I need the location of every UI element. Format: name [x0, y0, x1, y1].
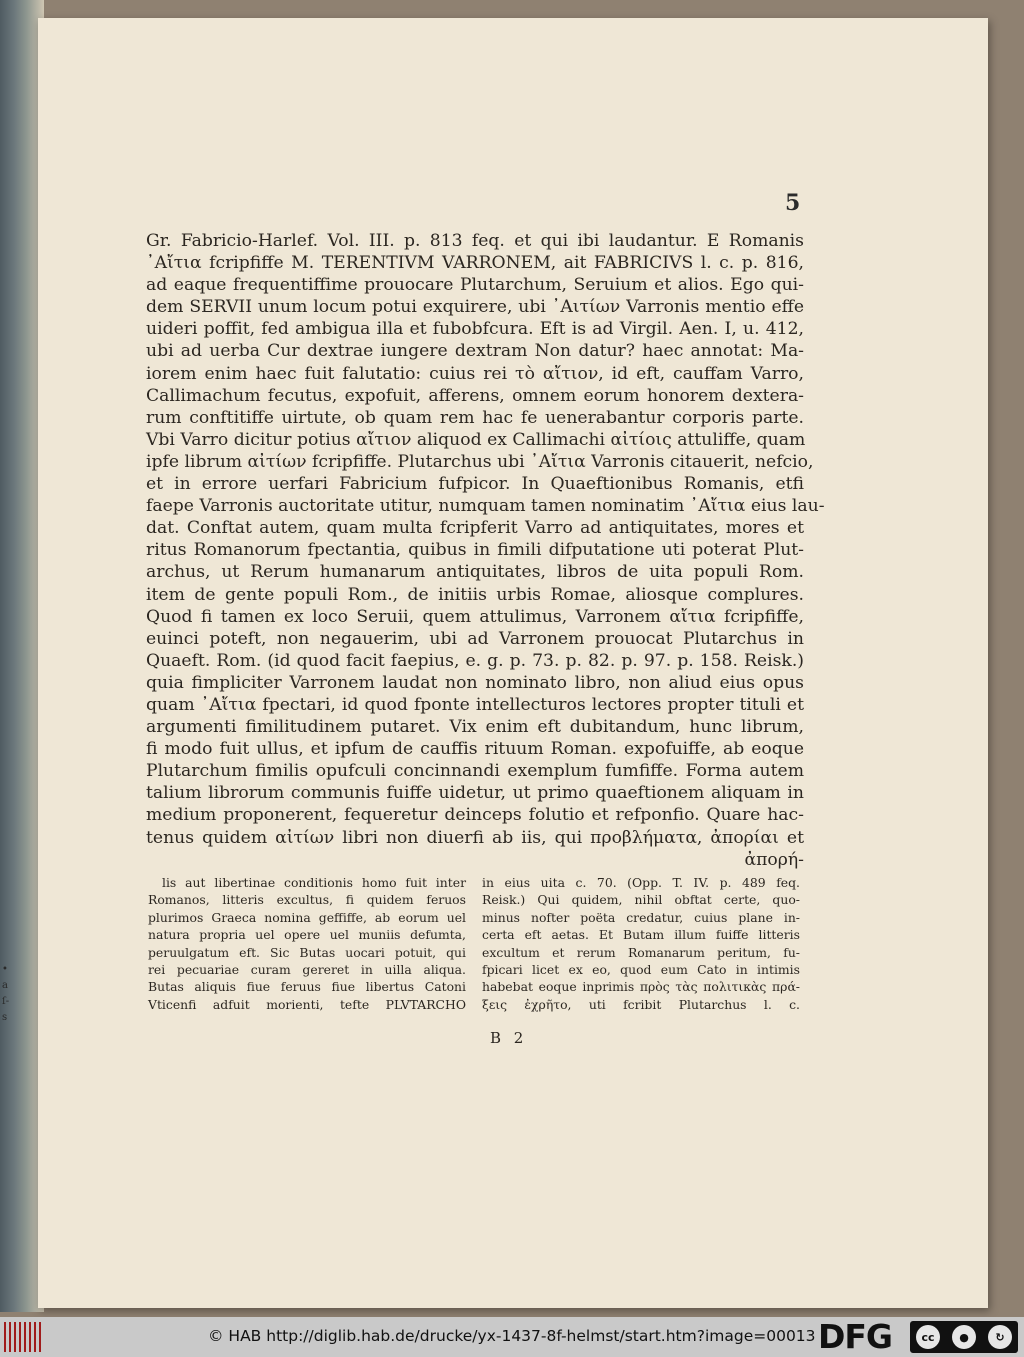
text-line: et in errore uerfari Fabricium fufpicor. In Quaeftionibus Romanis, etfi — [146, 474, 804, 495]
text-line: rum conftitiffe uirtute, ob quam rem hac fe uenerabantur corporis parte. — [146, 407, 804, 428]
text-line: rei pecuariae curam gereret in uilla aliqua. — [148, 962, 466, 978]
text-line: Quaeft. Rom. (id quod facit faepius, e. g. p. 73. p. 82. p. 97. p. 158. Reisk.) — [146, 650, 804, 671]
text-line: dat. Conftat autem, quam multa fcripferit Varro ad antiquitates, mores et — [146, 518, 804, 539]
text-line: minus nofter poëta credatur, cuius plane in- — [482, 909, 800, 925]
footnote-left-column — [148, 874, 466, 1013]
text-line: ipfe librum αἰτίων fcripfiffe. Plutarchus ubi ᾿Αἴτια Varronis citauerit, nefcio, — [146, 451, 814, 472]
text-line: Callimachum fecutus, expofuit, afferens, omnem eorum honorem dextera- — [146, 385, 804, 406]
printer-signature: B 2 — [490, 1029, 528, 1047]
viewer-footer-bar — [0, 1317, 1024, 1357]
cc-circle: cc — [916, 1325, 940, 1349]
text-line: Vticenfi adfuit morienti, tefte PLVTARCHO — [148, 996, 466, 1012]
text-line: Gr. Fabricio-Harlef. Vol. III. p. 813 feq. et qui ibi laudantur. E Romanis — [146, 231, 804, 251]
text-line: quia fimpliciter Varronem laudat non nominato libro, non aliud eius opus — [146, 672, 804, 693]
text-line: euinci poteft, non negauerim, ubi ad Varronem prouocat Plutarchus in — [146, 628, 804, 649]
text-line: fpicari licet ex eo, quod eum Cato in intimis — [482, 962, 800, 978]
text-line: archus, ut Rerum humanarum antiquitates, libros de uita populi Rom. — [146, 562, 804, 583]
text-line: argumenti fimilitudinem putaret. Vix enim eft dubitandum, hunc librum, — [146, 717, 804, 738]
text-line: ᾿Αἴτια fcripfiffe M. TERENTIVM VARRONEM, ait FABRICIVS l. c. p. 816, — [146, 253, 804, 274]
text-line: ἀπορή- — [744, 849, 804, 870]
edge-mark: a — [2, 980, 8, 991]
text-line: tenus quidem αἰτίων libri non diuerfi ab iis, qui προβλήματα, ἀπορίαι et — [146, 827, 804, 848]
text-line: natura propria uel opere uel muniis defumta, — [148, 927, 466, 943]
edge-mark: ſ- — [2, 996, 10, 1007]
facing-page-edge-text — [2, 962, 16, 1026]
text-line: excultum et rerum Romanarum peritum, fu- — [482, 944, 800, 960]
text-line: talium librorum communis fuiffe uidetur, ut primo quaeftionem aliquam in — [146, 783, 804, 804]
text-line: ritus Romanorum fpectantia, quibus in fimili difputatione uti poterat Plut- — [146, 540, 804, 561]
text-line: Reisk.) Qui quidem, nihil obftat certe, quo- — [482, 892, 800, 908]
text-line: lis aut libertinae conditionis homo fuit inter — [162, 875, 466, 890]
text-line: faepe Varronis auctoritate utitur, numquam tamen nominatim ᾿Αἴτια eius lau- — [146, 496, 825, 517]
text-line: uideri poffit, fed ambigua illa et fubobfcura. Eft is ad Virgil. Aen. I, u. 412, — [146, 319, 804, 340]
dfg-logo-icon[interactable]: DFG — [818, 1317, 893, 1356]
text-line: dem SERVII unum locum potui exquirere, ubi ᾿Αιτίων Varronis mentio effe — [146, 297, 804, 318]
barcode-icon — [4, 1322, 44, 1352]
by-circle: ● — [952, 1325, 976, 1349]
text-line: ubi ad uerba Cur dextrae iungere dextram Non datur? haec annotat: Ma- — [146, 341, 804, 362]
edge-mark: • — [2, 964, 8, 975]
copyright-link[interactable]: © HAB http://diglib.hab.de/drucke/yx-1437-8f-helmst/start.htm?image=00013 — [208, 1327, 816, 1345]
text-line: Romanos, litteris excultus, fi quidem feruos — [148, 892, 466, 908]
page-number: 5 — [785, 190, 801, 216]
text-line: ad eaque frequentiffime prouocare Plutarchum, Seruium et alios. Ego qui- — [146, 275, 804, 296]
main-body-text — [146, 230, 825, 871]
text-line: iorem enim haec fuit falutatio: cuius rei τὸ αἴτιον, id eft, cauffam Varro, — [146, 363, 804, 384]
footnote-right-column — [482, 874, 800, 1013]
text-line: quam ᾿Αἴτια fpectari, id quod fponte intellecturos lectores propter tituli et — [146, 694, 804, 715]
text-line: Butas aliquis fiue feruus fiue libertus Catoni — [148, 979, 466, 995]
text-line: Vbi Varro dicitur potius αἴτιον aliquod ex Callimachi αἰτίοις attuliffe, quam — [146, 429, 806, 450]
cc-license-icon[interactable] — [910, 1321, 1018, 1353]
text-line: ξεις ἐχρῆτο, uti fcribit Plutarchus l. c. — [482, 996, 800, 1012]
sa-circle: ↻ — [988, 1325, 1012, 1349]
text-line: in eius uita c. 70. (Opp. T. IV. p. 489 feq. — [482, 875, 800, 890]
text-line: certa eft aetas. Et Butam illum fuiffe litteris — [482, 927, 800, 943]
text-line: Quod fi tamen ex loco Seruii, quem attulimus, Varronem αἴτια fcripfiffe, — [146, 606, 804, 627]
text-line: plurimos Graeca nomina geffiffe, ab eorum uel — [148, 909, 466, 925]
text-line: peruulgatum eft. Sic Butas uocari potuit, qui — [148, 944, 466, 960]
text-line: fi modo fuit ullus, et ipfum de cauffis rituum Roman. expofuiffe, ab eoque — [146, 739, 804, 760]
text-line: medium proponerent, fequeretur deinceps folutio et refponfio. Quare hac- — [146, 805, 804, 826]
text-line: habebat eoque inprimis πρὸς τὰς πολιτικὰς πρά- — [482, 979, 800, 995]
text-line: item de gente populi Rom., de initiis urbis Romae, aliosque complures. — [146, 584, 804, 605]
text-line: Plutarchum fimilis opufculi concinnandi exemplum fumfiffe. Forma autem — [146, 761, 804, 782]
edge-mark: s — [2, 1012, 8, 1023]
